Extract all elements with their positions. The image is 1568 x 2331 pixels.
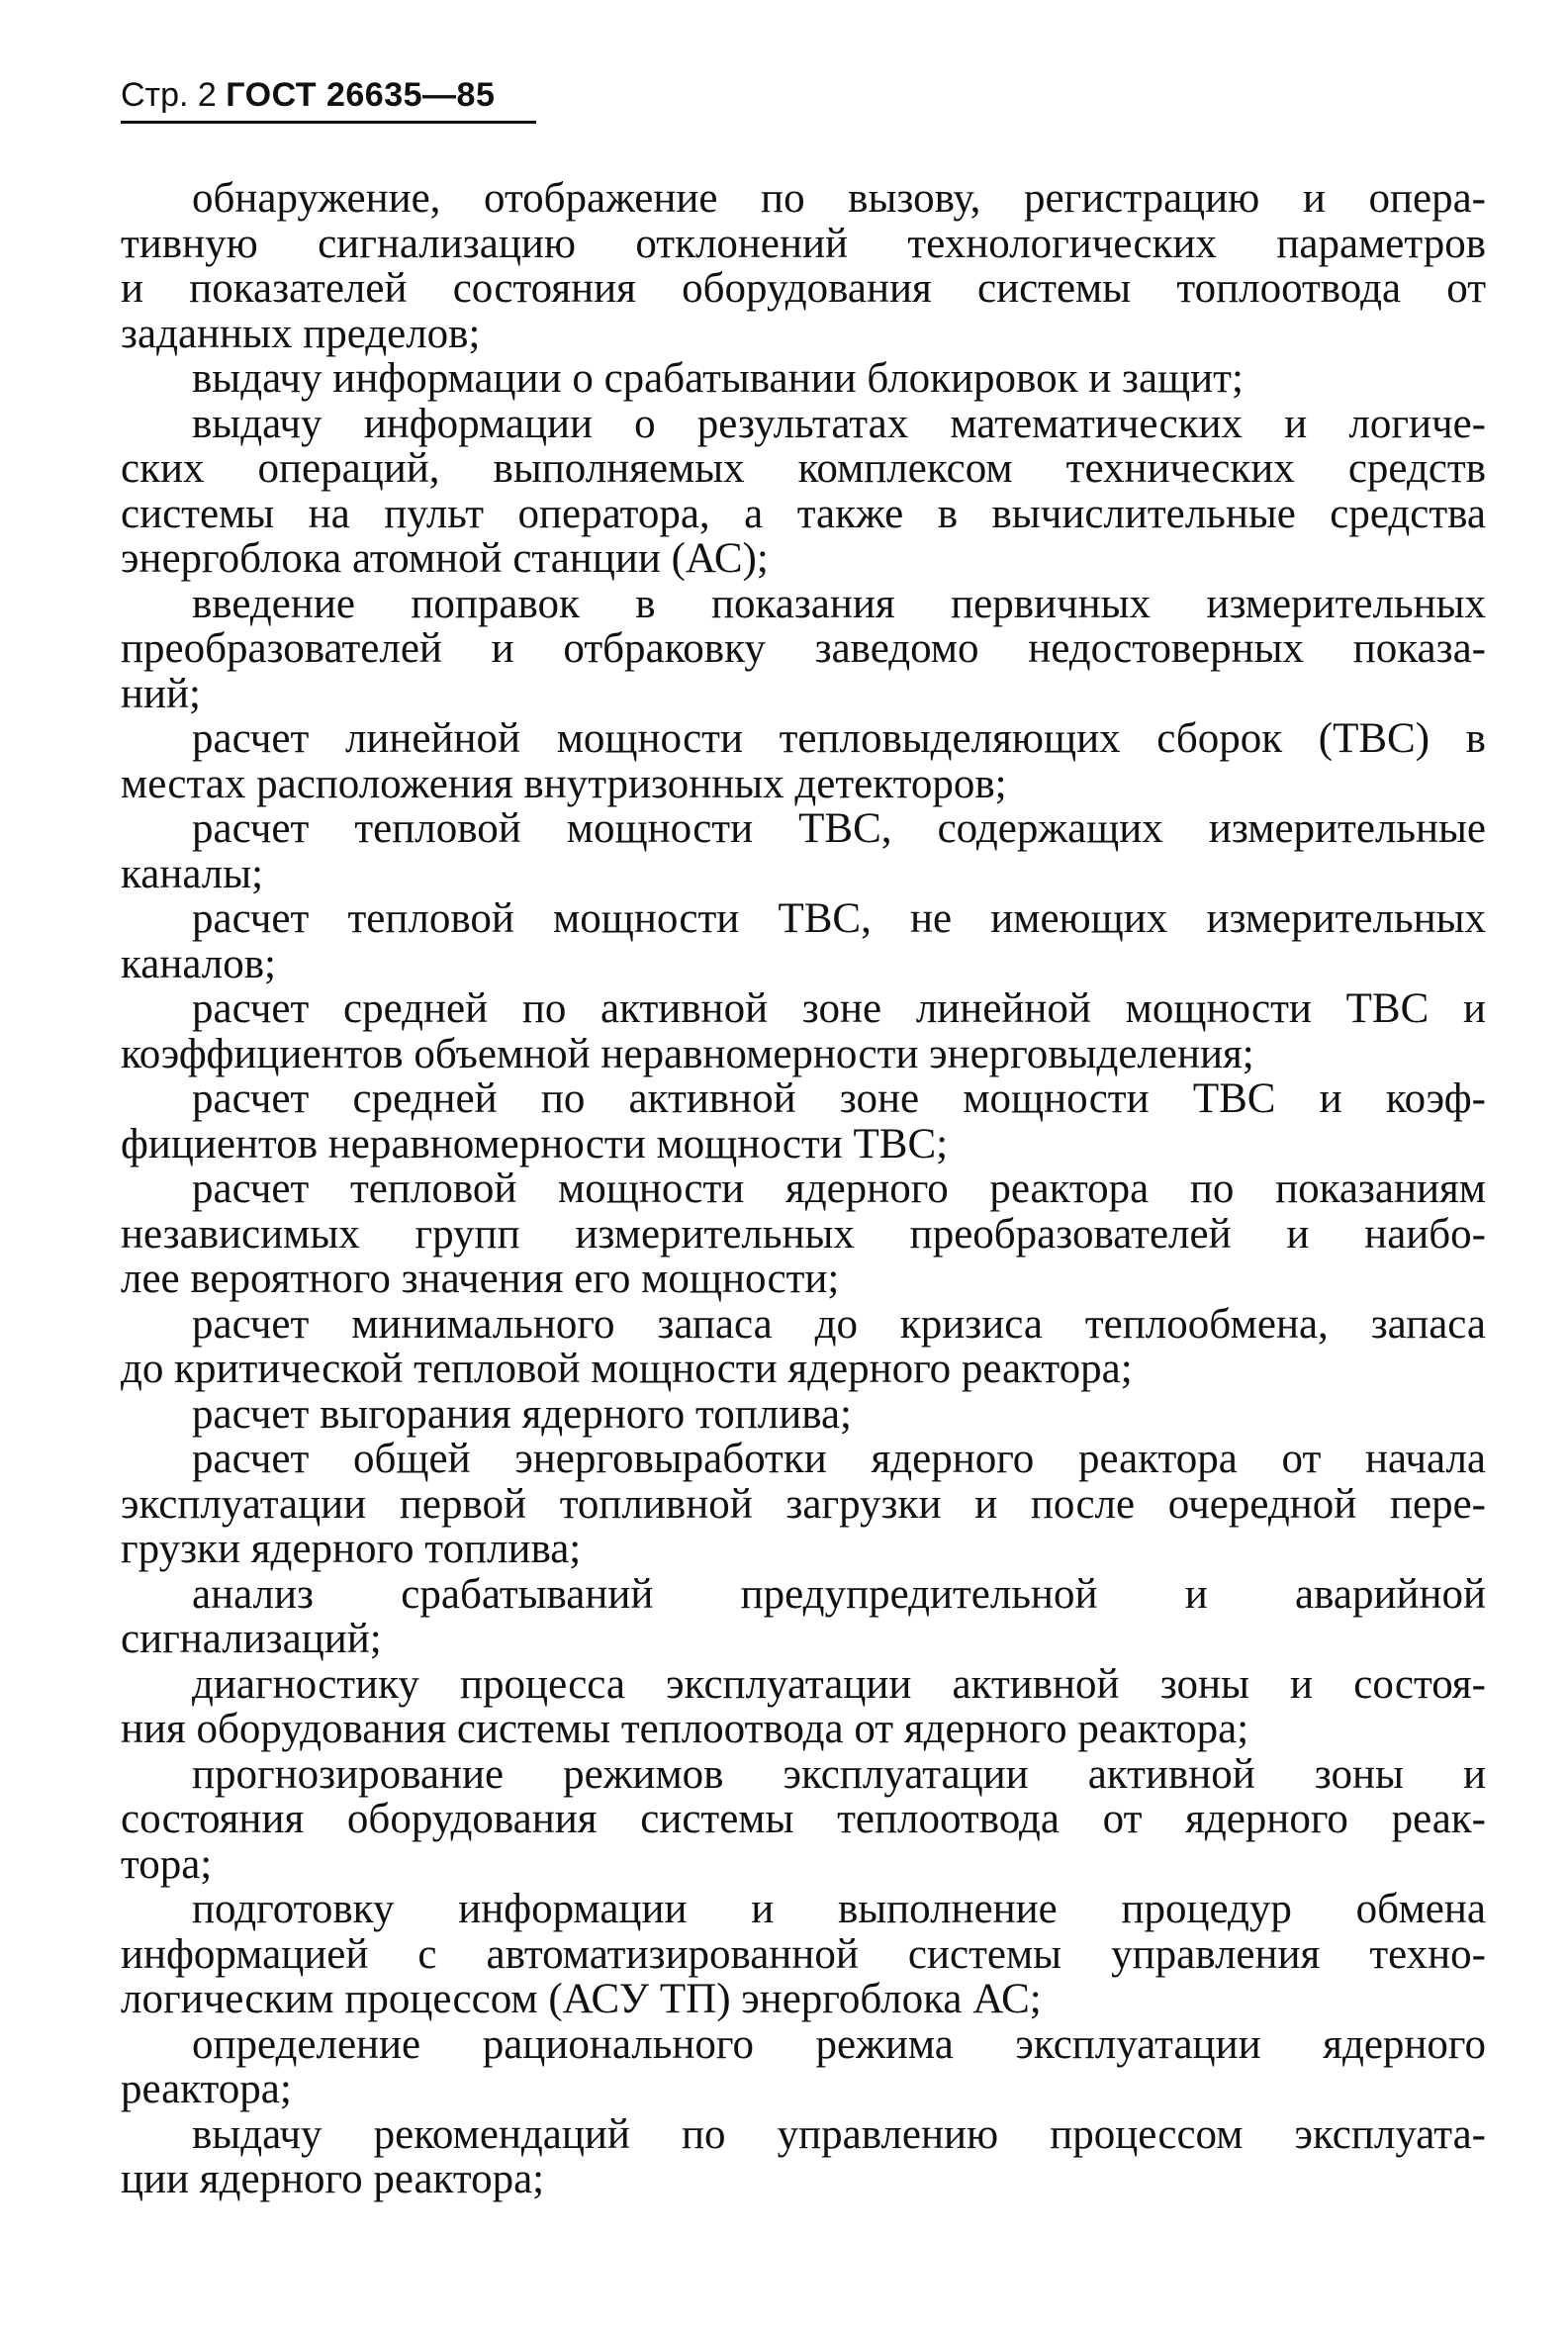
list-item xyxy=(121,1302,1486,1392)
list-item xyxy=(121,1752,1486,1888)
text-line: каналы; xyxy=(121,850,264,897)
list-item xyxy=(121,402,1486,582)
text-line: тора; xyxy=(121,1840,213,1888)
text-line: расчет тепловой мощности ТВС, не имеющих измерительных xyxy=(192,895,1486,942)
standard-code: ГОСТ 26635—85 xyxy=(226,76,496,114)
list-item xyxy=(121,1662,1486,1752)
text-line: расчет средней по активной зоне мощности ТВС и коэф- xyxy=(192,1075,1486,1122)
text-line: выдачу информации о срабатывании блокировок и защит; xyxy=(192,355,1244,402)
list-item xyxy=(121,1166,1486,1302)
text-line: расчет средней по активной зоне линейной мощности ТВС и xyxy=(192,985,1486,1032)
text-line: ских операций, выполняемых комплексом технических средств xyxy=(121,445,1486,492)
list-item xyxy=(121,806,1486,896)
text-line: состояния оборудования системы теплоотвода от ядерного реак- xyxy=(121,1796,1486,1842)
text-line: тивную сигнализацию отклонений технологических параметров xyxy=(121,220,1486,267)
text-line: сигнализаций; xyxy=(121,1616,382,1662)
text-line: расчет линейной мощности тепловыделяющих сборок (ТВС) в xyxy=(192,715,1486,762)
text-line: ния оборудования системы теплоотвода от ядерного реактора; xyxy=(121,1706,1249,1752)
text-line: энергоблока атомной станции (АС); xyxy=(121,535,769,582)
text-line: расчет тепловой мощности ТВС, содержащих измерительные xyxy=(192,805,1486,852)
list-item xyxy=(121,1887,1486,2022)
list-item xyxy=(121,896,1486,986)
page-header xyxy=(121,69,536,124)
text-line: расчет минимального запаса до кризиса теплообмена, запаса xyxy=(192,1300,1486,1348)
list-item xyxy=(121,716,1486,806)
text-line: независимых групп измерительных преобразователей и наибо- xyxy=(121,1210,1486,1258)
list-item xyxy=(121,2022,1486,2112)
text-line: заданных пределов; xyxy=(121,310,481,357)
text-line: введение поправок в показания первичных измерительных xyxy=(192,580,1486,627)
text-line: прогнозирование режимов эксплуатации активной зоны и xyxy=(192,1750,1486,1798)
text-line: эксплуатации первой топливной загрузки и после очередной пере- xyxy=(121,1480,1486,1528)
text-line: местах расположения внутризонных детекторов; xyxy=(121,760,1007,807)
text-line: грузки ядерного топлива; xyxy=(121,1526,582,1572)
text-line: логическим процессом (АСУ ТП) энергоблока АС; xyxy=(121,1976,1042,2022)
text-line: анализ срабатываний предупредительной и аварийной xyxy=(192,1570,1486,1618)
list-item xyxy=(121,1437,1486,1572)
text-line: расчет общей энерговыработки ядерного реактора от начала xyxy=(192,1436,1486,1482)
text-line: системы на пульт оператора, а также в вычислительные средства xyxy=(121,490,1486,537)
text-line: до критической тепловой мощности ядерного реактора; xyxy=(121,1346,1133,1392)
list-item xyxy=(121,1392,1486,1438)
document-body xyxy=(121,176,1486,2202)
text-line: лее вероятного значения его мощности; xyxy=(121,1256,840,1302)
page-number: Стр. 2 xyxy=(121,76,217,114)
text-line: и показателей состояния оборудования системы топлоотвода от xyxy=(121,265,1486,312)
list-item xyxy=(121,1076,1486,1166)
text-line: подготовку информации и выполнение процедур обмена xyxy=(192,1886,1486,1932)
text-line: преобразователей и отбраковку заведомо недостоверных показа- xyxy=(121,625,1486,672)
text-line: расчет выгорания ядерного топлива; xyxy=(192,1390,853,1438)
text-line: выдачу рекомендаций по управлению процессом эксплуата- xyxy=(192,2110,1486,2158)
text-line: определение рационального режима эксплуатации ядерного xyxy=(192,2020,1486,2068)
text-line: фициентов неравномерности мощности ТВС; xyxy=(121,1120,949,1167)
text-line: коэффициентов объемной неравномерности энерговыделения; xyxy=(121,1030,1254,1077)
text-line: выдачу информации о результатах математических и логиче- xyxy=(192,400,1486,447)
list-item xyxy=(121,176,1486,356)
list-item xyxy=(121,2112,1486,2202)
text-line: расчет тепловой мощности ядерного реактора по показаниям xyxy=(192,1166,1486,1212)
text-line: обнаружение, отображение по вызову, регистрацию и опера- xyxy=(192,175,1486,222)
text-line: реактора; xyxy=(121,2066,292,2112)
text-line: диагностику процесса эксплуатации активной зоны и состоя- xyxy=(192,1660,1486,1708)
text-line: информацией с автоматизированной системы управления техно- xyxy=(121,1930,1486,1978)
list-item xyxy=(121,1572,1486,1662)
text-line: ний; xyxy=(121,670,201,717)
text-line: ции ядерного реактора; xyxy=(121,2156,545,2202)
list-item xyxy=(121,986,1486,1076)
list-item xyxy=(121,356,1486,402)
list-item xyxy=(121,582,1486,717)
text-line: каналов; xyxy=(121,940,277,987)
